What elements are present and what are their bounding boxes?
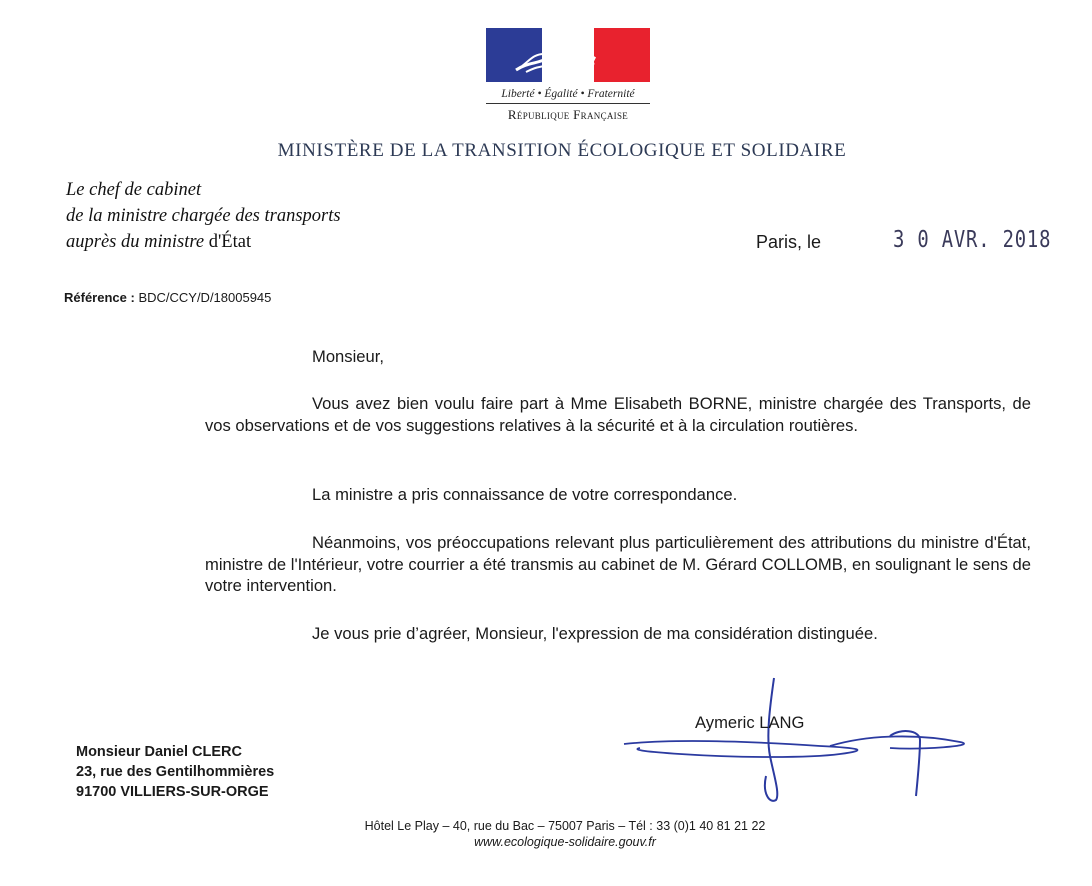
sender-line-3-italic: auprès du ministre	[66, 232, 205, 252]
paragraph-3: Néanmoins, vos préoccupations relevant plus particulièrement des attributions du ministre d'État, ministre de l'Intérieur, votre courrier a été transmis au cabinet de M. Gérard COLLOMB, en soulignant le sens de votre intervention.	[205, 533, 1031, 595]
paragraph-2: La ministre a pris connaissance de votre correspondance.	[312, 485, 738, 504]
republic-motto: Liberté • Égalité • Fraternité	[501, 88, 635, 100]
paragraph-4: Je vous prie d’agréer, Monsieur, l'expression de ma considération distinguée.	[312, 624, 878, 643]
logo-divider	[486, 103, 650, 104]
handwritten-signature	[620, 676, 980, 806]
recipient-name: Monsieur Daniel CLERC	[76, 744, 242, 760]
marianne-logo	[486, 28, 650, 82]
republic-name: République Française	[507, 107, 629, 122]
reference	[64, 290, 271, 305]
sender-line-3-upright: d'État	[208, 232, 252, 252]
sender-line-1: Le chef de cabinet	[66, 180, 202, 200]
sender-line-2: de la ministre chargée des transports	[66, 206, 341, 226]
ministry-title: MINISTÈRE DE LA TRANSITION ÉCOLOGIQUE ET SOLIDAIRE	[277, 140, 847, 161]
dateline-place: Paris, le	[756, 232, 822, 252]
paragraph-1: Vous avez bien voulu faire part à Mme Elisabeth BORNE, ministre chargée des Transports, de vos observations et de vos suggestions relatives à la sécurité et à la circulation routières.	[205, 394, 1031, 435]
signatory-name: Aymeric LANG	[695, 713, 805, 732]
date-stamp: 3 0 AVR. 2018	[893, 227, 1052, 253]
recipient-street: 23, rue des Gentilhommières	[76, 764, 275, 780]
recipient-city: 91700 VILLIERS-SUR-ORGE	[76, 784, 269, 800]
footer-website: www.ecologique-solidaire.gouv.fr	[474, 835, 656, 849]
marianne-profile-icon	[508, 32, 618, 80]
footer-address: Hôtel Le Play – 40, rue du Bac – 75007 Paris – Tél : 33 (0)1 40 81 21 22	[364, 819, 766, 833]
reference-label: Référence :	[64, 290, 135, 305]
reference-value: BDC/CCY/D/18005945	[138, 290, 272, 305]
salutation: Monsieur,	[312, 347, 384, 366]
sender-line-3	[66, 232, 251, 253]
